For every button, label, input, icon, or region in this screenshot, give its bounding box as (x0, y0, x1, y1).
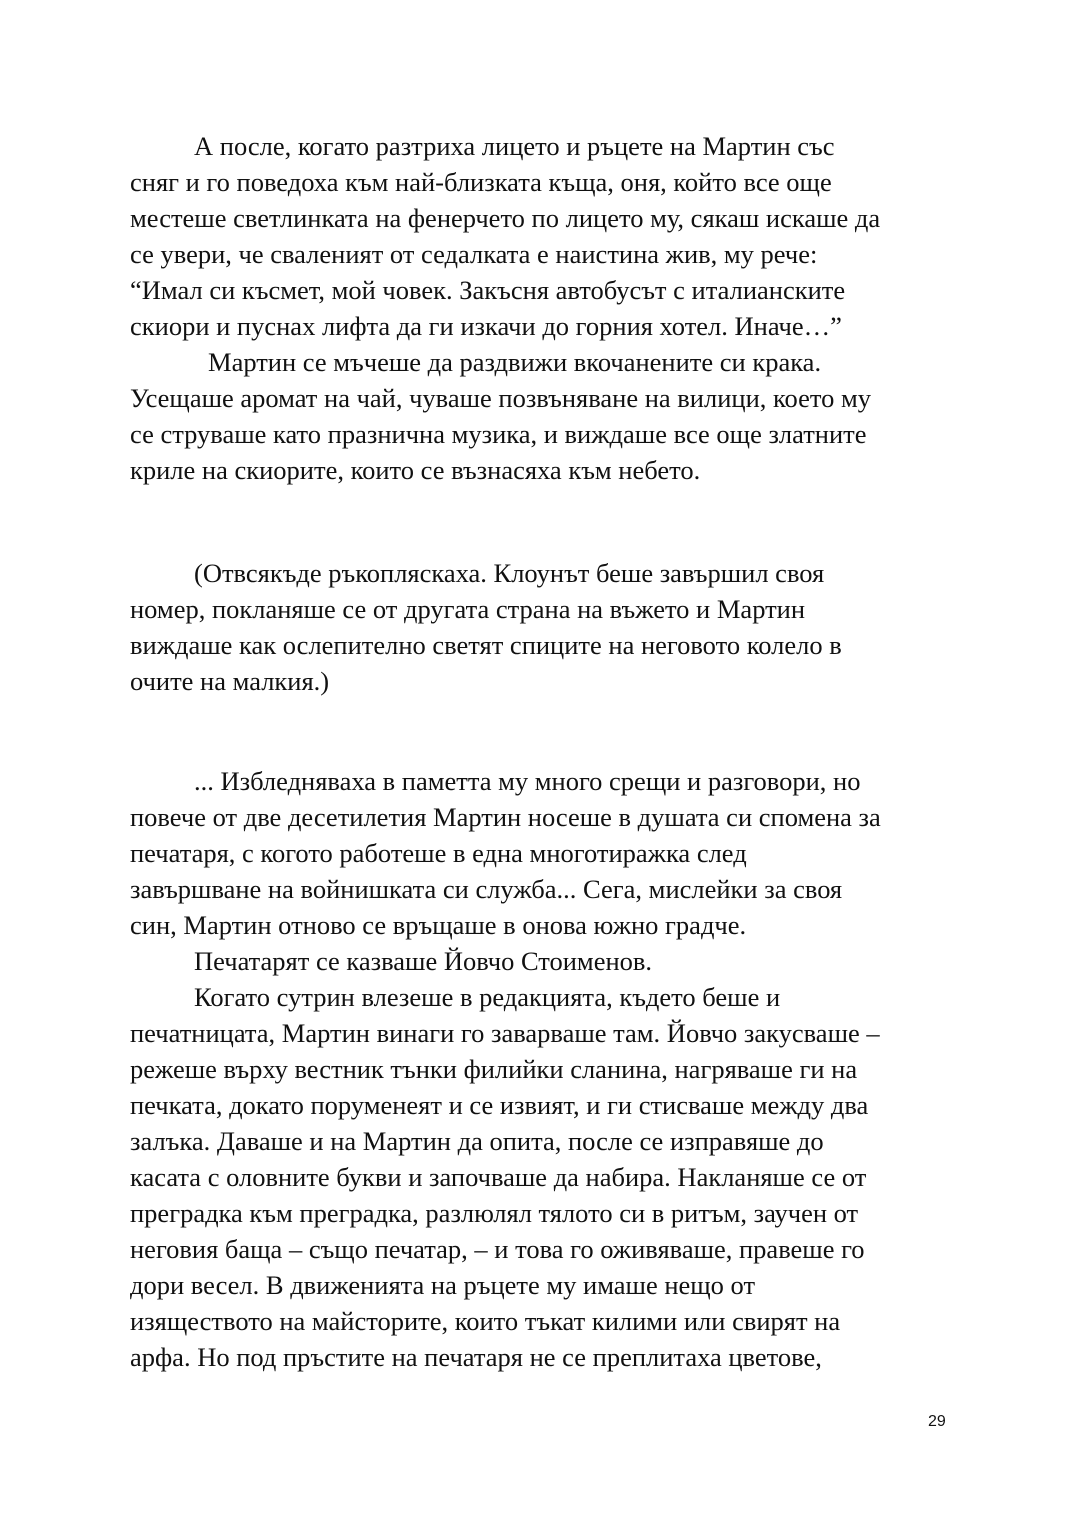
text-line: преградка към преградка, разлюлял тялото си в ритъм, заучен от (130, 1198, 859, 1228)
text-line: залъка. Даваше и на Мартин да опита, после се изправяше до (130, 1126, 824, 1156)
text-line: сняг и го поведоха към най-близката къща, оня, който все още (130, 167, 832, 197)
text-line: печатаря, с когото работеше в една многотиражка след (130, 838, 747, 868)
text-line: син, Мартин отново се връщаше в онова южно градче. (130, 910, 747, 940)
text-line: се увери, че сваленият от седалката е наистина жив, му рече: (130, 239, 818, 269)
text-line: Мартин се мъчеше да раздвижи вкочанените си крака. (208, 347, 822, 377)
page-number: 29 (928, 1413, 946, 1430)
text-line: Усещаше аромат на чай, чуваше позвъняване на вилици, което му (130, 383, 871, 413)
text-line: повече от две десетилетия Мартин носеше в душата си спомена за (130, 802, 881, 832)
text-line: очите на малкия.) (130, 666, 330, 696)
text-line: завършване на войнишката си служба... Сега, мислейки за своя (130, 874, 843, 904)
text-line: Когато сутрин влезеше в редакцията, където беше и (194, 982, 781, 1012)
text-line: местеше светлинката на фенерчето по лицето му, сякаш искаше да (130, 203, 881, 233)
text-line: режеше върху вестник тънки филийки сланина, нагряваше ги на (130, 1054, 858, 1084)
text-line: виждаше как ослепително светят спиците на неговото колело в (130, 630, 842, 660)
text-line: номер, покланяше се от другата страна на въжето и Мартин (130, 594, 806, 624)
text-line: криле на скиорите, които се възнасяха към небето. (130, 455, 701, 485)
text-line: “Имал си късмет, мой човек. Закъсня автобусът с италианските (130, 275, 846, 305)
text-line: печката, докато поруменеят и се извият, и ги стисваше между два (130, 1090, 869, 1120)
text-line: дори весел. В движенията на ръцете му имаше нещо от (130, 1270, 756, 1300)
text-line: се струваше като празнична музика, и виждаше все още златните (130, 419, 867, 449)
text-line: арфа. Но под пръстите на печатаря не се преплитаха цветове, (130, 1342, 822, 1372)
text-line: неговия баща – също печатар, – и това го оживяваше, правеше го (130, 1234, 865, 1264)
text-line: Печатарят се казваше Йовчо Стоименов. (194, 946, 653, 976)
text-line: ... Избледняваха в паметта му много срещи и разговори, но (194, 766, 861, 796)
text-line: печатницата, Мартин винаги го заварваше там. Йовчо закусваше – (130, 1018, 880, 1048)
text-line: (Отвсякъде ръкопляскаха. Клоунът беше завършил своя (194, 558, 825, 588)
text-line: касата с оловните букви и започваше да набира. Накланяше се от (130, 1162, 867, 1192)
text-line: изяществото на майсторите, които тъкат килими или свирят на (130, 1306, 841, 1336)
text-line: скиори и пуснах лифта да ги изкачи до горния хотел. Иначе…” (130, 311, 842, 341)
text-line: А после, когато разтриха лицето и ръцете на Мартин със (194, 131, 835, 161)
